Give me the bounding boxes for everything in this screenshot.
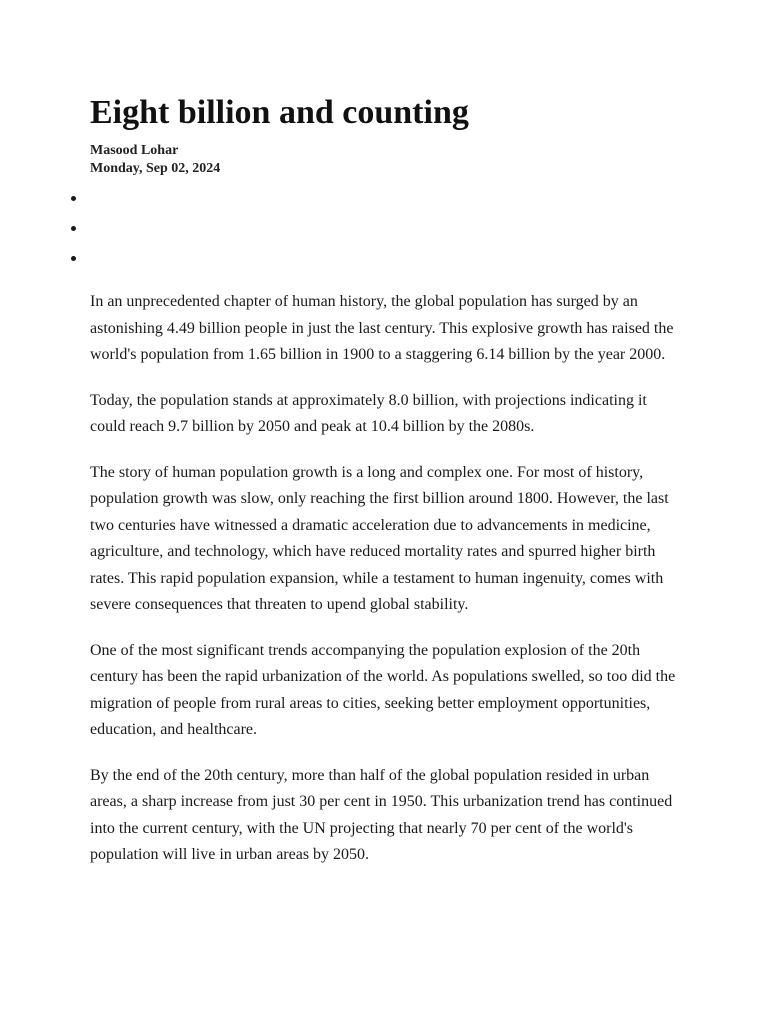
body-paragraph: In an unprecedented chapter of human history, the global population has surged by an astonishing 4.49 billion people in just the last century. This explosive growth has raised the world's population from 1.65 billion in 1900 to a staggering 6.14 billion by the year 2000. xyxy=(90,293,674,363)
share-list xyxy=(0,188,90,278)
article-body xyxy=(90,289,682,888)
publish-date: Monday, Sep 02, 2024 xyxy=(90,161,221,176)
article-header xyxy=(90,92,690,178)
author-name[interactable]: Masood Lohar xyxy=(90,143,179,158)
body-paragraph: Today, the population stands at approximately 8.0 billion, with projections indicating it could reach 9.7 billion by 2050 and peak at 10.4 billion by the 2080s. xyxy=(90,391,647,435)
article-title: Eight billion and counting xyxy=(90,94,469,131)
body-paragraph: One of the most significant trends accompanying the population explosion of the 20th century has been the rapid urbanization of the world. As populations swelled, so too did the migration of people from rural areas to cities, seeking better employment opportunities, education, and healthcare. xyxy=(90,641,676,738)
body-paragraph: By the end of the 20th century, more than half of the global population resided in urban areas, a sharp increase from just 30 per cent in 1950. This urbanization trend has continued into the current century, with the UN projecting that nearly 70 per cent of the world's population will live in urban areas by 2050. xyxy=(90,766,673,863)
body-paragraph: The story of human population growth is a long and complex one. For most of history, population growth was slow, only reaching the first billion around 1800. However, the last two centuries have witnessed a dramatic acceleration due to advancements in medicine, agriculture, and technology, which have reduced mortality rates and spurred higher birth rates. This rapid population expansion, while a testament to human ingenuity, comes with severe consequences that threaten to upend global stability. xyxy=(90,463,669,613)
